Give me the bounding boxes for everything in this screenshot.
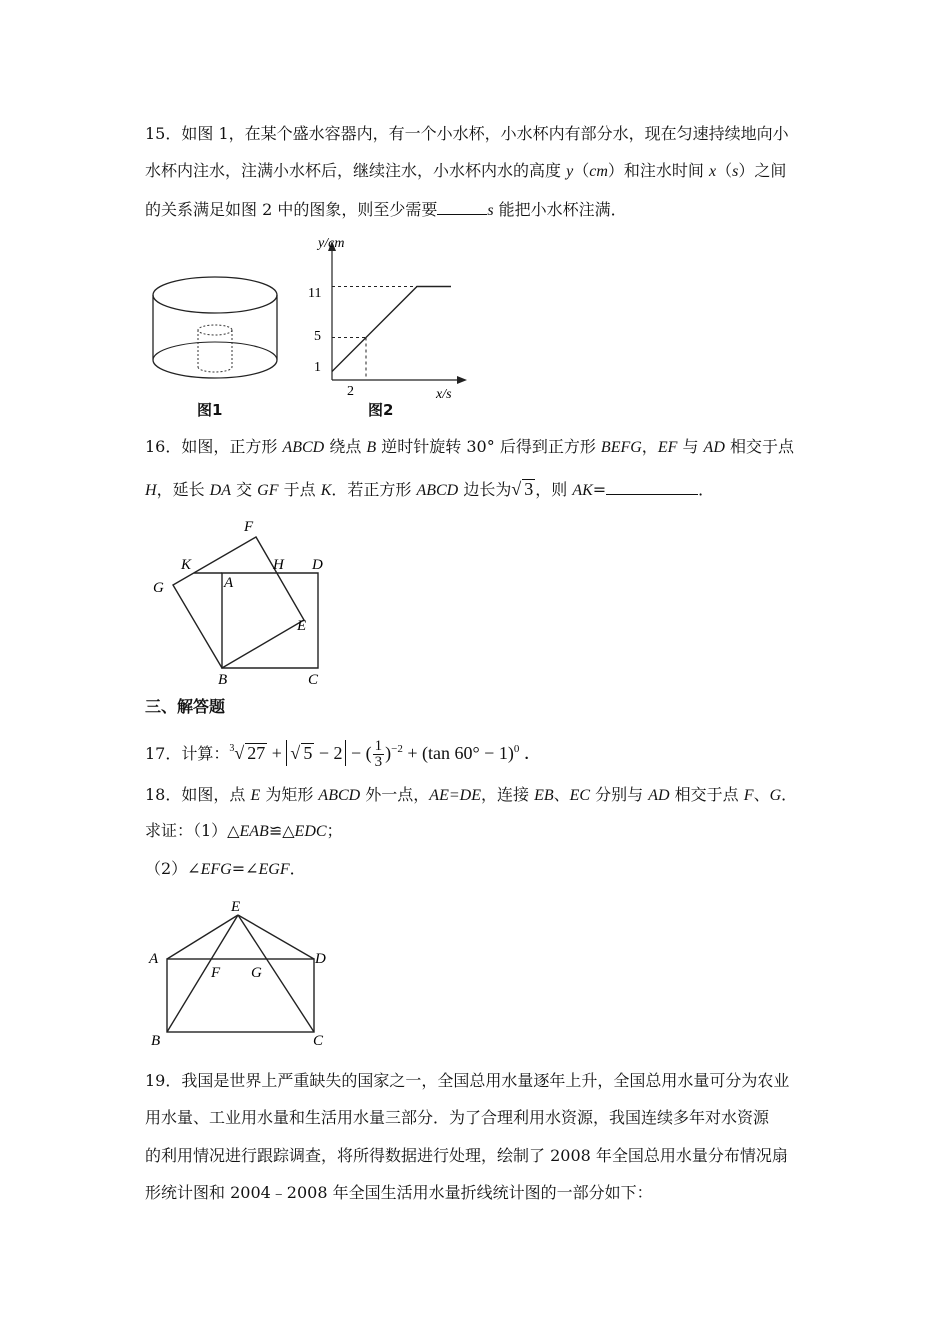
series-water-height bbox=[332, 287, 451, 372]
section-3-heading: 三、解答题 bbox=[145, 697, 226, 716]
y-tick-11: 11 bbox=[308, 286, 322, 301]
q19-line-1: 19．我国是世界上严重缺失的国家之一，全国总用水量逐年上升，全国总用水量可分为农业 bbox=[145, 1071, 790, 1090]
label-b: B bbox=[218, 672, 228, 687]
q16-line-2: H，延长 DA 交 GF 于点 K．若正方形 ABCD 边长为√ 3 ，则 AK= ． bbox=[145, 479, 715, 499]
q18-line-2: 求证：（1）△EAB≌△EDC； bbox=[145, 821, 343, 840]
q19-line-2: 用水量、工业用水量和生活用水量三部分．为了合理利用水资源，我国连续多年对水资源 bbox=[145, 1108, 770, 1127]
x-tick-2: 2 bbox=[347, 384, 354, 399]
segment-ea bbox=[167, 915, 238, 959]
label-k: K bbox=[181, 557, 192, 573]
x-axis-label: x/s bbox=[436, 387, 452, 402]
segment-ec bbox=[238, 915, 314, 1032]
label-g18: G bbox=[251, 965, 262, 981]
q18-line-1: 18．如图，点 E 为矩形 ABCD 外一点，AE=DE，连接 EB、EC 分别与 AD 相交于点 F、G． bbox=[145, 785, 798, 804]
q16-line-1: 16．如图，正方形 ABCD 绕点 B 逆时针旋转 30° 后得到正方形 BEFG，EF 与 AD 相交于点 bbox=[145, 437, 794, 456]
label-e: E bbox=[297, 618, 307, 634]
label-c18: C bbox=[313, 1033, 324, 1049]
figure-1-caption: 图1 bbox=[197, 401, 223, 419]
q19-line-4: 形统计图和 2004﹣2008 年全国生活用水量折线统计图的一部分如下： bbox=[145, 1183, 653, 1202]
q19-line-3: 的利用情况进行跟踪调查，将所得数据进行处理，绘制了 2008 年全国总用水量分布情况扇 bbox=[145, 1146, 788, 1165]
answer-blank-16 bbox=[606, 478, 698, 495]
label-d18: D bbox=[315, 951, 326, 967]
answer-blank bbox=[437, 198, 487, 215]
y-tick-1: 1 bbox=[314, 360, 321, 375]
segment-eb bbox=[167, 915, 238, 1032]
figure-2-graph bbox=[300, 235, 475, 410]
label-h: H bbox=[273, 557, 284, 573]
label-a: A bbox=[224, 575, 234, 591]
figure-18-rectangle bbox=[145, 897, 345, 1049]
q18-line-3: （2）∠EFG=∠EGF． bbox=[145, 859, 306, 878]
x-axis-arrow bbox=[457, 376, 467, 384]
q17-expression: 17．计算：$^3$√ 27 + √ 5 − 2 − ( $\frac{1}{3}$ )$^{-2}$ + (tan 60° − 1)$^0$ ． bbox=[145, 738, 542, 771]
figure-2-caption: 图2 bbox=[368, 401, 394, 419]
square-befg bbox=[173, 537, 307, 668]
label-f18: F bbox=[211, 965, 221, 981]
figure-16-squares bbox=[145, 515, 345, 687]
label-c: C bbox=[308, 672, 319, 687]
q15-line-3: 的关系满足如图 2 中的图象，则至少需要 s 能把小水杯注满． bbox=[145, 200, 627, 219]
q15-line-1: 15．如图 1，在某个盛水容器内，有一个小水杯，小水杯内有部分水，现在匀速持续地向小 bbox=[145, 124, 789, 143]
y-tick-5: 5 bbox=[314, 329, 321, 344]
label-a18: A bbox=[149, 951, 159, 967]
y-axis-label: y/cm bbox=[318, 236, 345, 251]
q15-line-2: 水杯内注水，注满小水杯后，继续注水，小水杯内水的高度 y（cm）和注水时间 x（s）之间 bbox=[145, 161, 787, 180]
segment-ed bbox=[238, 915, 314, 959]
label-f: F bbox=[244, 519, 254, 535]
figure-1-container bbox=[145, 270, 285, 420]
label-b18: B bbox=[151, 1033, 161, 1049]
label-d: D bbox=[312, 557, 323, 573]
label-e18: E bbox=[231, 899, 241, 915]
label-g: G bbox=[153, 580, 164, 596]
